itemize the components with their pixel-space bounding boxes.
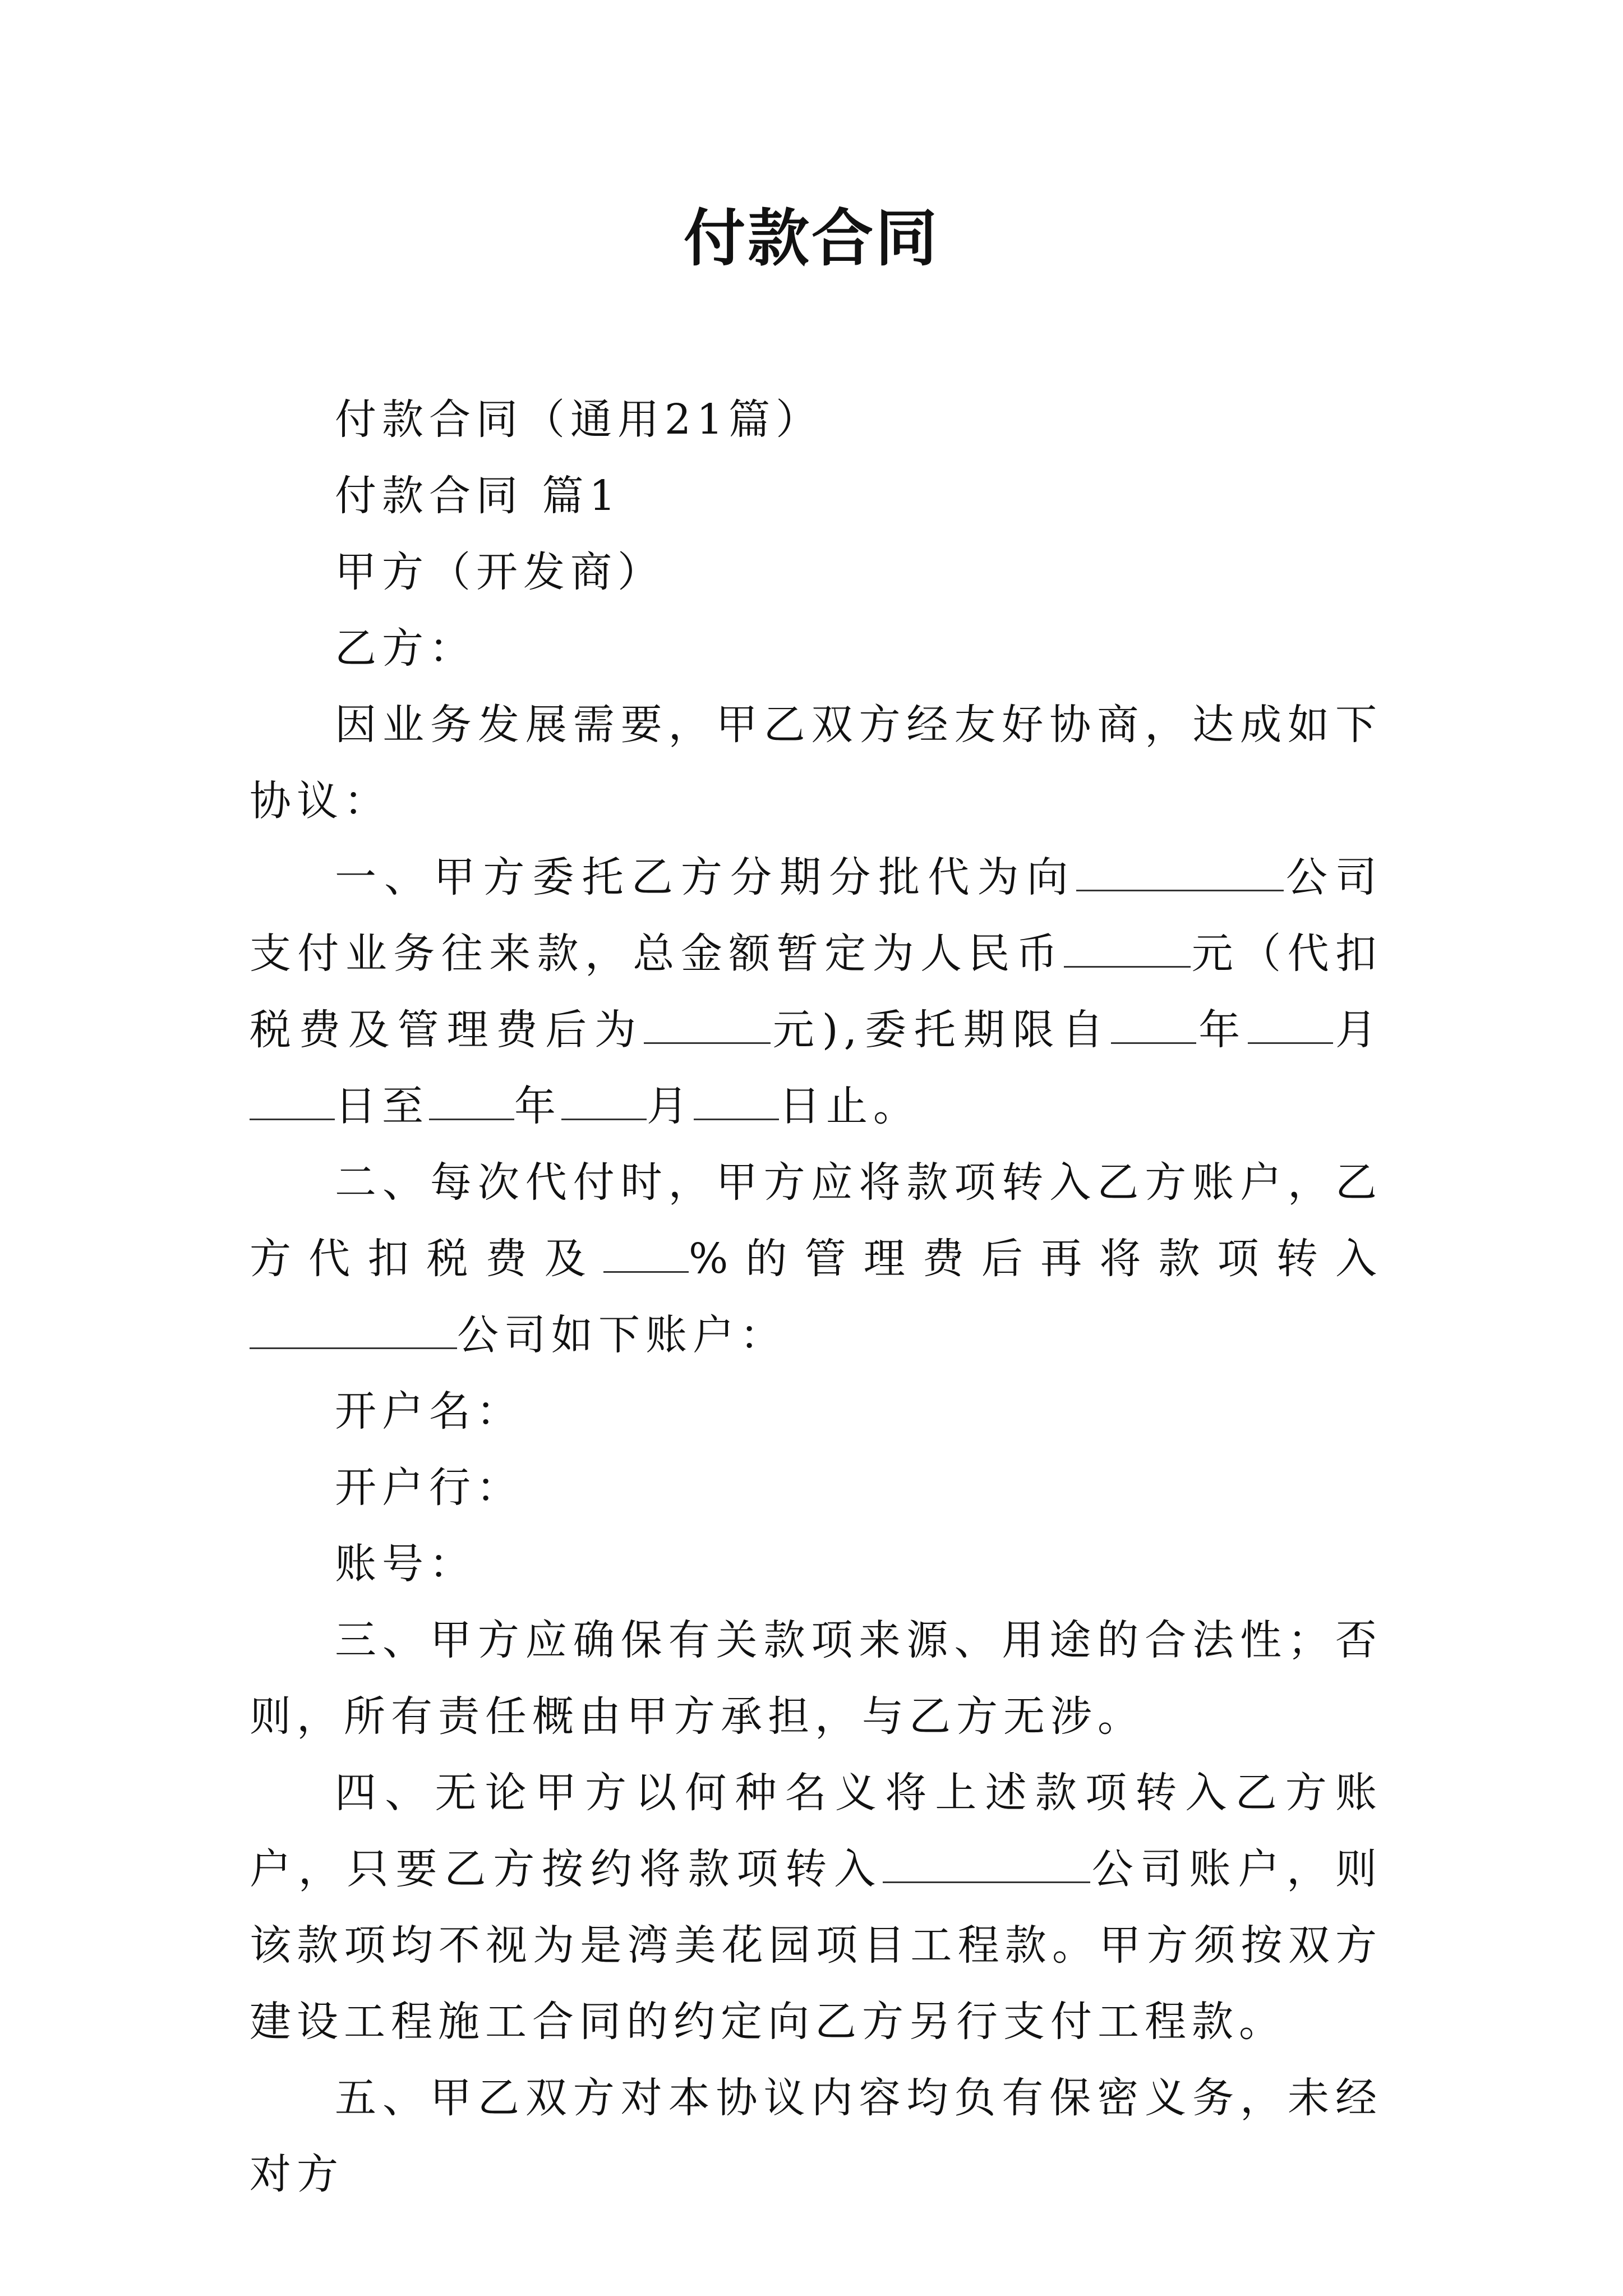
paragraph-text: %的管理费后再将款项转入 bbox=[688, 1235, 1382, 1283]
paragraph-text: 甲方（开发商） bbox=[335, 548, 665, 596]
paragraph-intro bbox=[250, 687, 1382, 839]
paragraph-text: 因业务发展需要，甲乙双方经友好协商，达成如下协议： bbox=[250, 701, 1382, 825]
paragraph-text: 开户名： bbox=[335, 1387, 523, 1435]
fill-blank bbox=[250, 1083, 335, 1120]
paragraph-section-heading bbox=[250, 458, 1382, 534]
fill-blank bbox=[883, 1846, 1090, 1883]
paragraph-text: 日止。 bbox=[779, 1082, 920, 1130]
paragraph-text: 乙方： bbox=[335, 624, 476, 673]
clause-1 bbox=[250, 839, 1382, 1144]
paragraph-text: 年 bbox=[514, 1082, 561, 1130]
paragraph-text: 付款合同（通用21篇） bbox=[335, 395, 823, 444]
fill-blank bbox=[644, 1006, 771, 1044]
clause-4 bbox=[250, 1755, 1382, 2060]
document-title: 付款合同 bbox=[684, 202, 939, 274]
paragraph-text: 开户行： bbox=[335, 1464, 523, 1512]
fill-blank bbox=[1076, 854, 1284, 891]
paragraph-subtitle bbox=[250, 381, 1382, 458]
paragraph-text: 付款合同 篇1 bbox=[335, 472, 621, 520]
paragraph-text: 五、甲乙双方对本协议内容均负有保密义务，未经对方 bbox=[250, 2074, 1382, 2198]
clause-2 bbox=[250, 1144, 1382, 1373]
paragraph-text: 公司账户，则该款项均不视为是湾美花园项目工程款。甲方须按双方建设工程施工合同的约定向乙方另行支付工程款。 bbox=[250, 1845, 1383, 2046]
account-number-line bbox=[250, 1526, 1382, 1602]
paragraph-text: 三、甲方应确保有关款项来源、用途的合法性；否则，所有责任概由甲方承担，与乙方无涉。 bbox=[250, 1616, 1382, 1741]
paragraph-text: 四、无论甲方以何种名义将上述款项转入乙方账户，只要乙方按约将款项转入 bbox=[250, 1769, 1382, 1893]
fill-blank bbox=[1111, 1006, 1196, 1044]
fill-blank bbox=[250, 1312, 457, 1349]
clause-3 bbox=[250, 1602, 1382, 1755]
paragraph-text: 月 bbox=[1333, 1006, 1383, 1054]
fill-blank bbox=[603, 1235, 689, 1273]
document-body bbox=[250, 381, 1382, 2212]
paragraph-text: 账号： bbox=[335, 1540, 476, 1588]
fill-blank bbox=[1248, 1006, 1333, 1044]
paragraph-text: 月 bbox=[647, 1082, 694, 1130]
paragraph-party-a bbox=[250, 534, 1382, 610]
paragraph-text: 元),委托期限自 bbox=[771, 1006, 1112, 1054]
account-name-line bbox=[250, 1373, 1382, 1450]
fill-blank bbox=[561, 1083, 647, 1120]
paragraph-text: 日至 bbox=[335, 1082, 429, 1130]
paragraph-text: 年 bbox=[1196, 1006, 1248, 1054]
paragraph-text: 公司支付业务往来款，总金额暂定为人民币 bbox=[250, 853, 1383, 978]
fill-blank bbox=[694, 1083, 779, 1120]
fill-blank bbox=[429, 1083, 514, 1120]
bank-line bbox=[250, 1450, 1382, 1526]
paragraph-text: 公司如下账户： bbox=[457, 1311, 787, 1359]
paragraph-text: 元（代扣税费及管理费后为 bbox=[250, 930, 1383, 1054]
fill-blank bbox=[1064, 930, 1191, 968]
paragraph-party-b bbox=[250, 610, 1382, 687]
paragraph-text: 一、甲方委托乙方分期分批代为向 bbox=[335, 853, 1076, 901]
clause-5 bbox=[250, 2060, 1382, 2212]
paragraph-text: 二、每次代付时，甲方应将款项转入乙方账户，乙方代扣税费及 bbox=[250, 1158, 1382, 1283]
